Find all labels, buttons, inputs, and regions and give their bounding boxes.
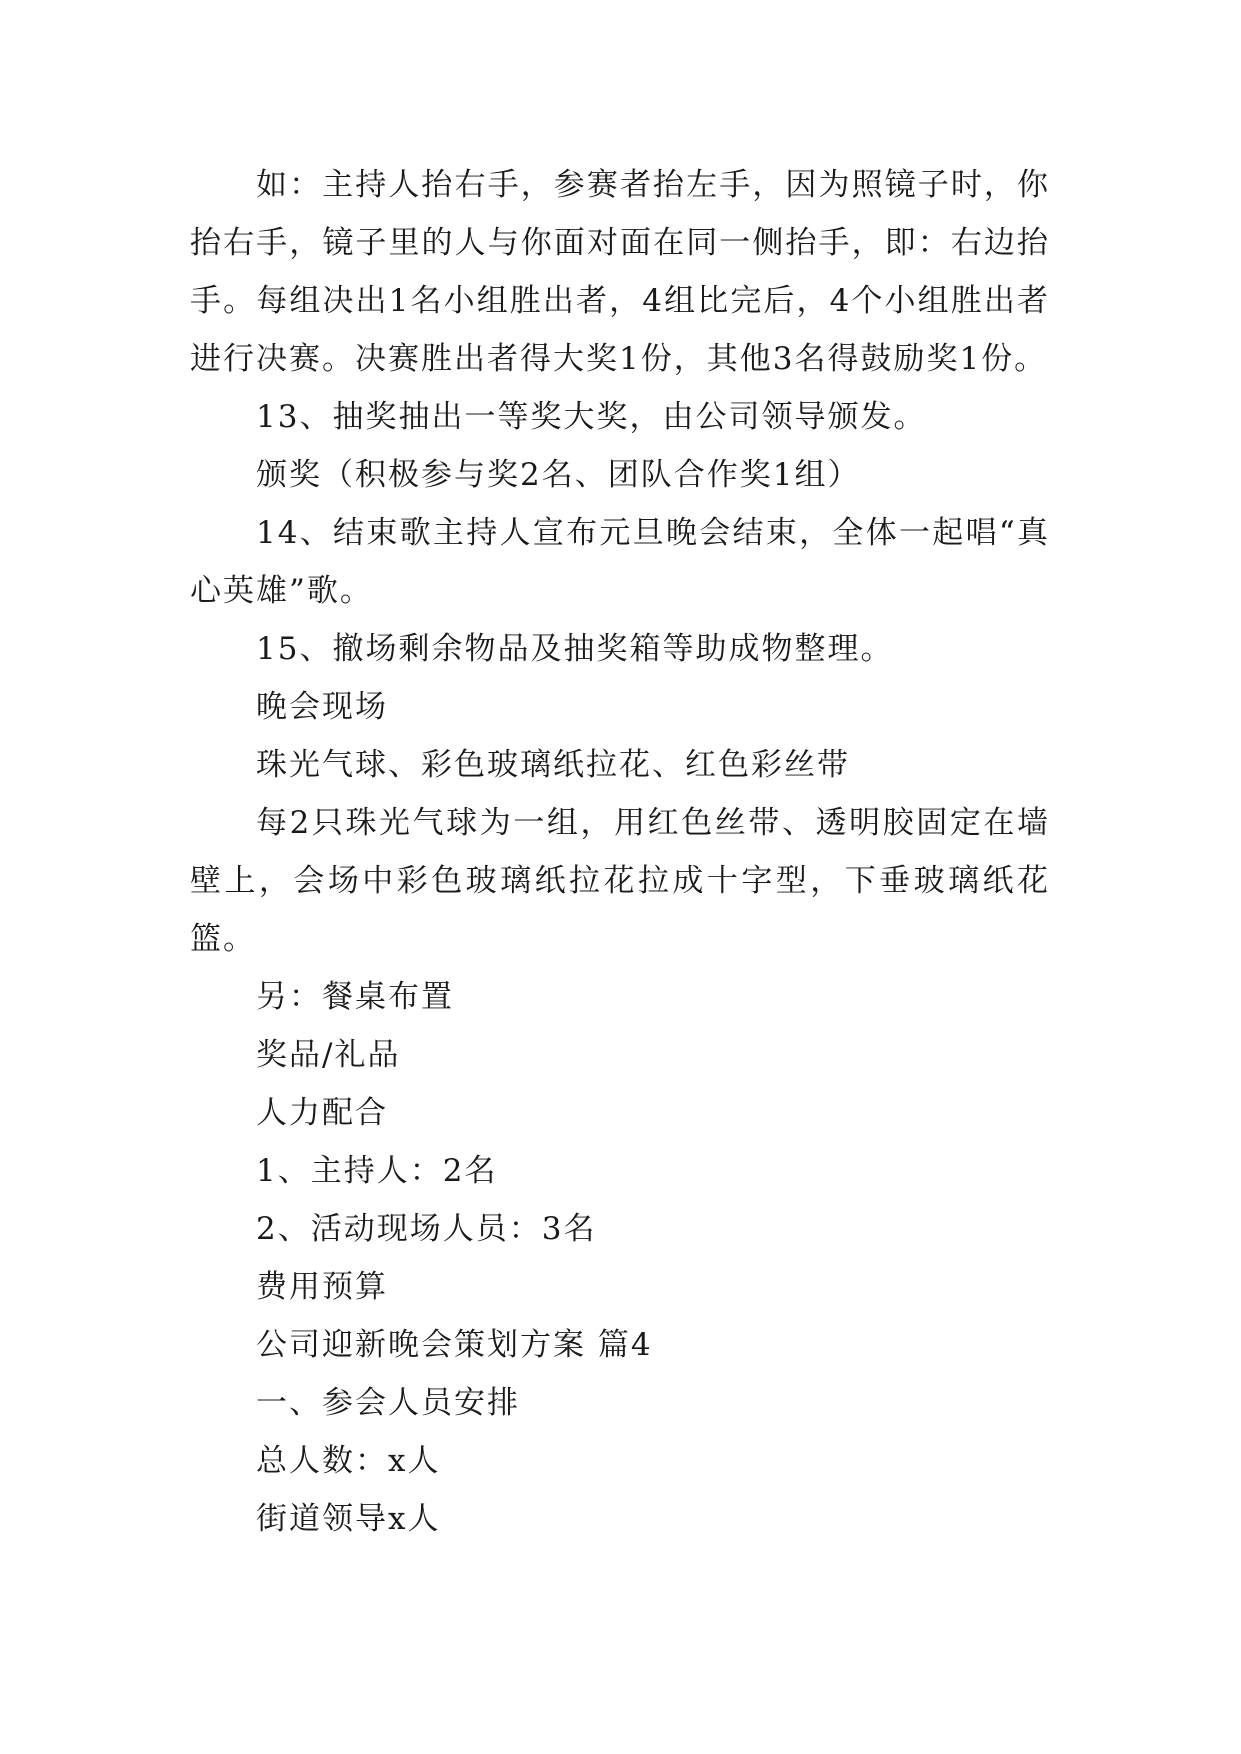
document-body: [190, 156, 1050, 1548]
paragraph-item-14: 14、结束歌主持人宣布元旦晚会结束，全体一起唱“真心英雄”歌。: [190, 515, 1050, 609]
heading-venue: 晚会现场: [256, 689, 388, 725]
paragraph-item-15: 15、撤场剩余物品及抽奖箱等助成物整理。: [256, 631, 894, 667]
paragraph-onsite-staff: 2、活动现场人员：3名: [256, 1211, 597, 1247]
paragraph-decorations: 珠光气球、彩色玻璃纸拉花、红色彩丝带: [256, 747, 850, 783]
paragraph-prizes: 奖品/礼品: [256, 1037, 401, 1073]
paragraph-awards: 颁奖（积极参与奖2名、团队合作奖1组）: [256, 457, 861, 493]
paragraph-total-attendees: 总人数：x人: [256, 1443, 441, 1479]
paragraph-street-leaders: 街道领导x人: [256, 1501, 441, 1537]
heading-plan-4: 公司迎新晚会策划方案 篇4: [256, 1327, 653, 1363]
paragraph-table-setup: 另：餐桌布置: [256, 979, 454, 1015]
paragraph-decoration-details: 每2只珠光气球为一组，用红色丝带、透明胶固定在墙壁上，会场中彩色玻璃纸拉花拉成十字型，下垂玻璃纸花篮。: [190, 805, 1050, 957]
paragraph-mirror-game-rules: 如：主持人抬右手，参赛者抬左手，因为照镜子时，你抬右手，镜子里的人与你面对面在同一侧抬手，即：右边抬手。每组决出1名小组胜出者，4组比完后，4个小组胜出者进行决赛。决赛胜出者得大奖1份，其他3名得鼓励奖1份。: [190, 167, 1050, 377]
paragraph-item-13: 13、抽奖抽出一等奖大奖，由公司领导颁发。: [256, 399, 927, 435]
paragraph-hosts: 1、主持人：2名: [256, 1153, 498, 1189]
heading-budget: 费用预算: [256, 1269, 388, 1305]
heading-attendees: 一、参会人员安排: [256, 1385, 520, 1421]
heading-staffing: 人力配合: [256, 1095, 388, 1131]
